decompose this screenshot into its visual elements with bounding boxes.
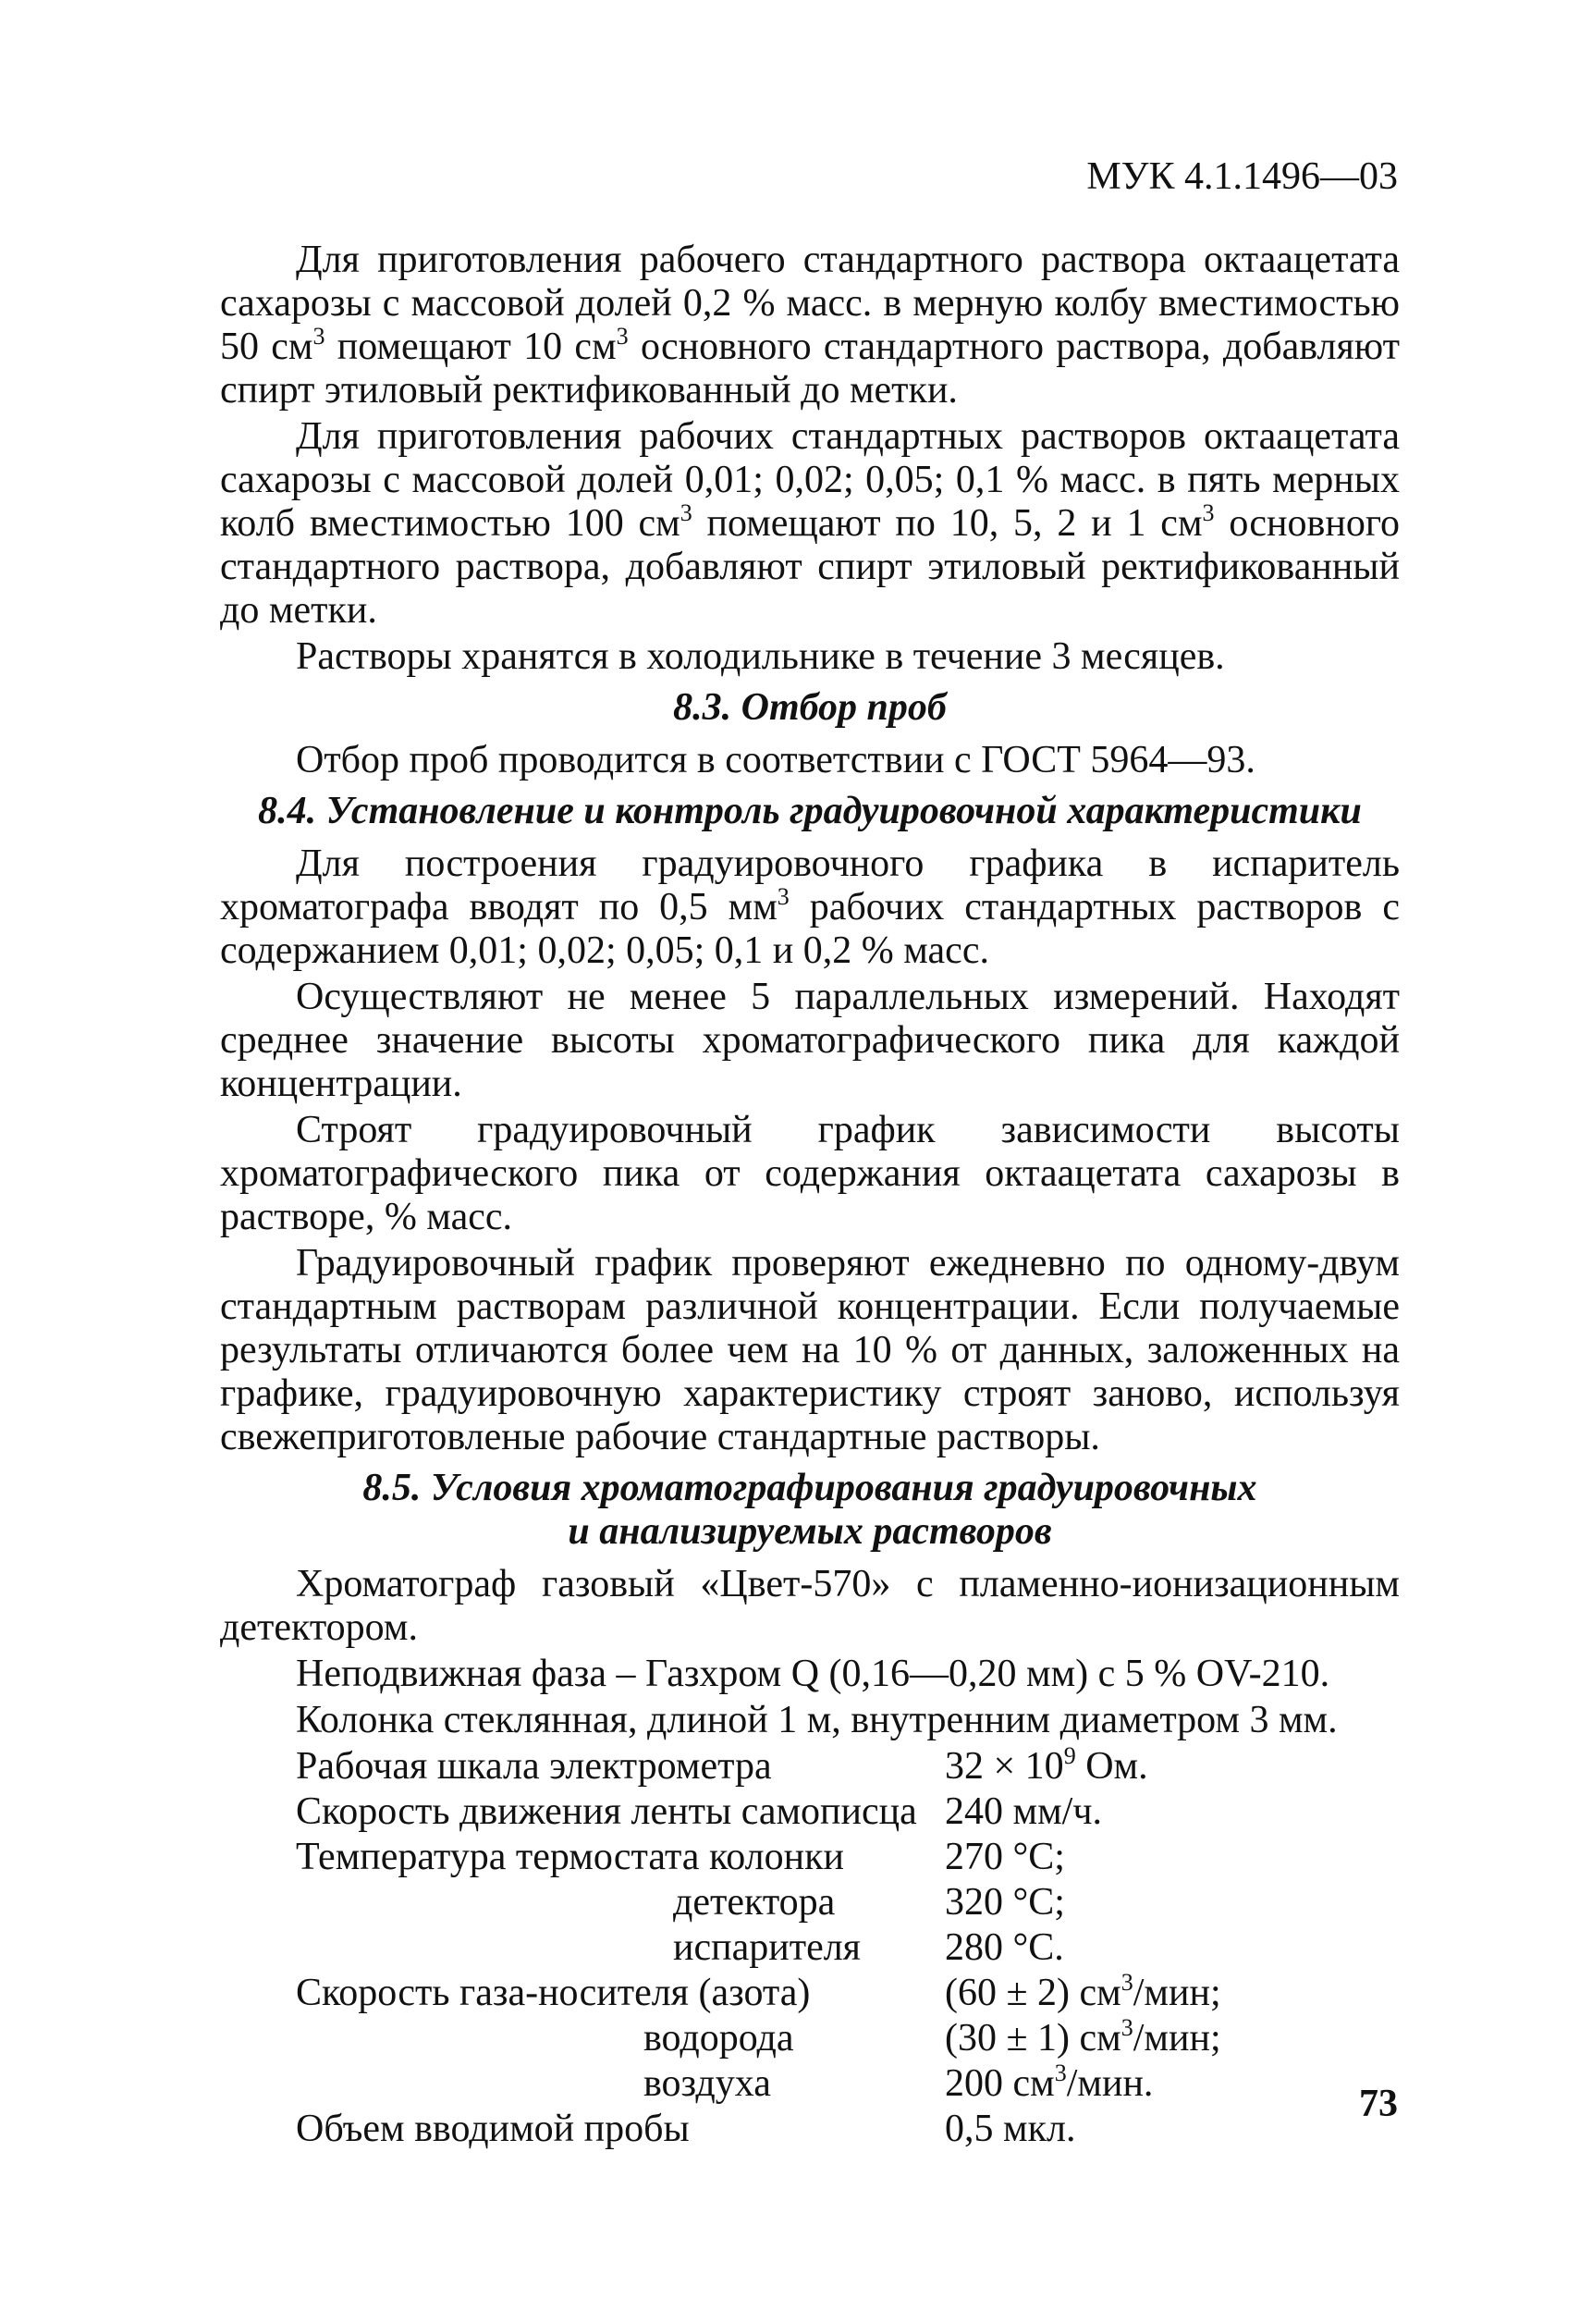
paragraph: Для построения градуировочного графика в испаритель хроматографа вводят по 0,5 $мм^3$ рабочих стандартных растворов с содержанием 0,01; 0,02; 0,05; 0,1 и 0,2 % масс. [220,842,1400,972]
param-label: Скорость движения ленты самописца [296,1790,917,1833]
param-label: Температура термостата колонки [296,1836,844,1878]
param-value: (60 ± 2) $см^3$/мин; [945,1969,1221,2014]
param-value: 270 °С; [945,1836,1065,1878]
paragraph: Растворы хранятся в холодильнике в течение 3 месяцев. [296,635,1225,678]
param-value: 200 $см^3$/мин. [945,2060,1154,2105]
paragraph: Неподвижная фаза – Газхром Q (0,16—0,20 мм) с 5 % OV-210. [296,1653,1330,1695]
parameters-table [220,1742,1400,2153]
param-value: (30 ± 1) $см^3$/мин; [945,2014,1221,2060]
table-row [220,1881,1400,1926]
param-value: 240 мм/ч. [945,1790,1102,1833]
paragraph: Хроматограф газовый «Цвет-570» с пламенно-ионизационным детектором. [220,1563,1400,1649]
paragraph: Строят градуировочный график зависимости высоты хроматографического пика от содержания октаацетата сахарозы в растворе, % масс. [220,1109,1400,1238]
section-heading: 8.5. Условия хроматографирования градуировочных и анализируемых растворов [362,1467,1257,1553]
paragraph: Для приготовления рабочих стандартных растворов октаацетата сахарозы с массовой долей 0,01; 0,02; 0,05; 0,1 % масс. в пять мерных колб вместимостью 100 $см^3$ помещают по 10, 5, 2 и 1 $см^3$ основного стандартного раствора, добавляют спирт этиловый ректификованный до метки. [220,415,1401,632]
table-row [220,2108,1400,2153]
paragraph: Колонка стеклянная, длиной 1 м, внутренним диаметром 3 мм. [296,1699,1338,1741]
section-heading: 8.3. Отбор проб [673,686,947,729]
param-value: 0,5 мкл. [945,2108,1076,2150]
table-row [220,1836,1400,1881]
body-text [220,239,1400,2153]
table-row [220,1745,1400,1790]
table-row [220,1972,1400,2017]
param-label: Объем вводимой пробы [296,2108,690,2150]
paragraph: Осуществляют не менее 5 параллельных измерений. Находят среднее значение высоты хроматографического пика для каждой концентрации. [220,976,1400,1105]
param-label: Рабочая шкала электрометра [296,1745,772,1788]
document-code: МУК 4.1.1496—03 [1086,155,1398,198]
table-row [220,1790,1400,1836]
param-label: испарителя [673,1926,861,1969]
table-row [220,2062,1400,2108]
param-value: $32 \times 10^9$ Ом. [945,1742,1148,1788]
paragraph: Градуировочный график проверяют ежедневно по одному-двум стандартным растворам различной концентрации. Если получаемые результаты отличаются более чем на 10 % от данных, заложенных на графике, градуировочную характеристику строят заново, используя свежеприготовленые рабочие стандартные растворы. [220,1242,1400,1458]
param-label: воздуха [643,2062,771,2105]
paragraph: Отбор проб проводится в соответствии с ГОСТ 5964—93. [296,739,1255,781]
paragraph: Для приготовления рабочего стандартного раствора октаацетата сахарозы с массовой долей 0,2 % масс. в мерную колбу вместимостью 50 $см^3$ помещают 10 $см^3$ основного стандартного раствора, добавляют спирт этиловый ректификованный до метки. [220,239,1400,412]
table-row [220,1926,1400,1972]
table-row [220,2017,1400,2062]
page-number: 73 [1359,2083,1398,2125]
param-label: Скорость газа-носителя (азота) [296,1972,811,2014]
param-value: 320 °С; [945,1881,1065,1924]
param-label: водорода [643,2017,794,2060]
section-heading: 8.4. Установление и контроль градуировочной характеристики [258,790,1362,832]
param-label: детектора [673,1881,836,1924]
param-value: 280 °С. [945,1926,1064,1969]
